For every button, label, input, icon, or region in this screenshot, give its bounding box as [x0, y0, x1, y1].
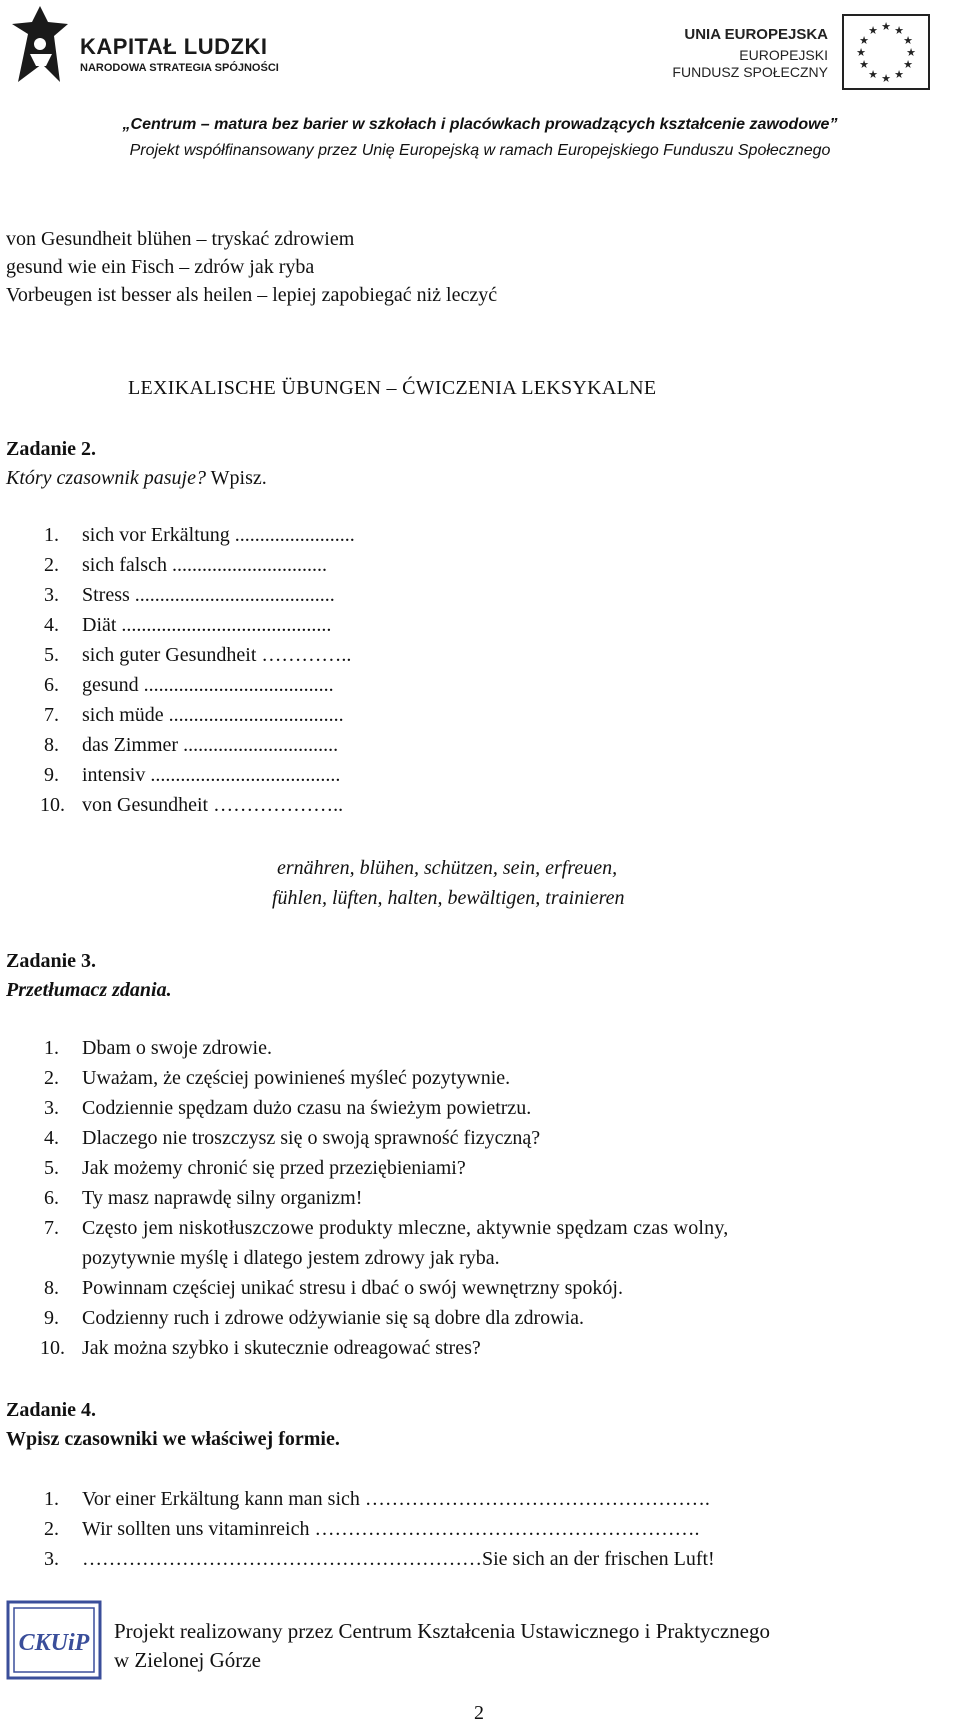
item-number: 2.: [44, 554, 59, 576]
item-number: 1.: [44, 524, 59, 546]
verb-bank-line1: ernähren, blühen, schützen, sein, erfreuen,: [277, 857, 618, 879]
task4-instruction-text: Wpisz czasowniki we właściwej formie.: [6, 1428, 340, 1450]
item-number: 9.: [44, 1307, 59, 1329]
project-subtitle: Projekt współfinansowany przez Unię Europejską w ramach Europejskiego Funduszu Społecznego: [129, 142, 831, 159]
item-number: 4.: [44, 1127, 59, 1149]
svg-text:★: ★: [894, 24, 904, 37]
item-number: 7.: [44, 1217, 59, 1239]
svg-text:★: ★: [859, 34, 869, 47]
svg-text:★: ★: [859, 58, 869, 71]
item-number: 2.: [44, 1518, 59, 1540]
item-text: von Gesundheit ………………..: [82, 794, 344, 816]
item-number: 3.: [44, 1097, 59, 1119]
item-text: gesund ......................................: [82, 674, 334, 696]
task2-instruction: [6, 467, 267, 490]
task3-instruction: Przetłumacz zdania.: [6, 979, 172, 1001]
item-number: 7.: [44, 704, 59, 726]
task4-title: Zadanie 4.: [6, 1399, 97, 1421]
task4-instruction: [6, 1428, 340, 1451]
eu-flag-icon: [842, 14, 930, 90]
task2-instruction-italic: Który czasownik pasuje?: [6, 467, 206, 489]
item-text: Jak możemy chronić się przed przeziębieniami?: [82, 1157, 466, 1179]
project-title: „Centrum – matura bez barier w szkołach i placówkach prowadzących kształcenie zawodowe”: [122, 116, 838, 133]
item-number: 6.: [44, 1187, 59, 1209]
item-number: 8.: [44, 734, 59, 756]
footer-line2: w Zielonej Górze: [114, 1648, 261, 1672]
item-text: sich müde ...................................: [82, 704, 344, 726]
svg-text:★: ★: [906, 46, 916, 59]
footer-line1: Projekt realizowany przez Centrum Kształcenia Ustawicznego i Praktycznego: [114, 1619, 770, 1643]
task3-title: Zadanie 3.: [6, 950, 97, 972]
kapital-ludzki-emblem-icon: [10, 4, 72, 84]
kl-title: KAPITAŁ LUDZKI: [80, 34, 268, 59]
item-text: Stress ........................................: [82, 584, 335, 606]
idiom-line: von Gesundheit blühen – tryskać zdrowiem: [6, 228, 355, 250]
svg-text:★: ★: [868, 68, 878, 81]
item-text: Uważam, że częściej powinieneś myśleć pozytywnie.: [82, 1067, 511, 1089]
item-number: 5.: [44, 644, 59, 666]
svg-text:★: ★: [881, 72, 891, 85]
svg-text:★: ★: [881, 20, 891, 33]
kl-subtitle: NARODOWA STRATEGIA SPÓJNOŚCI: [80, 62, 279, 74]
eu-logo: [600, 14, 940, 94]
ckuip-logo-text: CKUiP: [18, 1630, 90, 1656]
task2-instruction-plain: Wpisz.: [206, 467, 267, 489]
item-text: Często jem niskotłuszczowe produkty mleczne, aktywnie spędzam czas wolny,: [82, 1217, 729, 1239]
item-number: 1.: [44, 1488, 59, 1510]
item-text: Diät ..........................................: [82, 614, 332, 636]
item-text: Wir sollten uns vitaminreich ………………………………………………….: [82, 1518, 700, 1540]
ckuip-logo-icon: [6, 1600, 102, 1680]
item-text: sich guter Gesundheit …………..: [82, 644, 352, 666]
eu-fund-line1: EUROPEJSKI: [739, 47, 828, 63]
item-text: ……………………………………………………Sie sich an der frischen Luft!: [82, 1548, 715, 1570]
svg-text:★: ★: [903, 58, 913, 71]
ckuip-logo: [6, 1600, 102, 1680]
item-text: Codziennie spędzam dużo czasu na świeżym powietrzu.: [82, 1097, 532, 1119]
item-number: 3.: [44, 584, 59, 606]
item-text-continued: pozytywnie myślę i dlatego jestem zdrowy jak ryba.: [82, 1247, 500, 1269]
idiom-line: gesund wie ein Fisch – zdrów jak ryba: [6, 256, 315, 278]
item-number: 5.: [44, 1157, 59, 1179]
item-number: 1.: [44, 1037, 59, 1059]
item-number: 8.: [44, 1277, 59, 1299]
item-text: Vor einer Erkältung kann man sich …………………………………………….: [82, 1488, 710, 1510]
svg-text:★: ★: [894, 68, 904, 81]
eu-fund-line2: FUNDUSZ SPOŁECZNY: [672, 64, 828, 80]
item-text: das Zimmer ...............................: [82, 734, 339, 756]
eu-title: UNIA EUROPEJSKA: [684, 26, 828, 43]
kapital-ludzki-logo: [10, 4, 310, 84]
task2-title: Zadanie 2.: [6, 438, 97, 460]
item-text: Dbam o swoje zdrowie.: [82, 1037, 272, 1059]
item-number: 10.: [40, 1337, 65, 1359]
svg-text:★: ★: [868, 24, 878, 37]
item-text: Codzienny ruch i zdrowe odżywianie się są dobre dla zdrowia.: [82, 1307, 585, 1329]
item-number: 10.: [40, 794, 65, 816]
item-text: Jak można szybko i skutecznie odreagować stres?: [82, 1337, 481, 1359]
item-text: intensiv ......................................: [82, 764, 341, 786]
section-heading: LEXIKALISCHE ÜBUNGEN – ĆWICZENIA LEKSYKALNE: [128, 377, 657, 399]
item-number: 4.: [44, 614, 59, 636]
verb-bank-line2: fühlen, lüften, halten, bewältigen, trainieren: [272, 887, 625, 909]
item-text: Ty masz naprawdę silny organizm!: [82, 1187, 363, 1209]
item-text: sich falsch ...............................: [82, 554, 327, 576]
item-number: 9.: [44, 764, 59, 786]
item-text: sich vor Erkältung ........................: [82, 524, 355, 546]
item-number: 2.: [44, 1067, 59, 1089]
item-text: Powinnam częściej unikać stresu i dbać o swój wewnętrzny spokój.: [82, 1277, 623, 1299]
svg-text:★: ★: [856, 46, 866, 59]
svg-text:★: ★: [903, 34, 913, 47]
idiom-line: Vorbeugen ist besser als heilen – lepiej zapobiegać niż leczyć: [6, 284, 498, 306]
page-number: 2: [474, 1702, 484, 1724]
item-number: 3.: [44, 1548, 59, 1570]
item-number: 6.: [44, 674, 59, 696]
item-text: Dlaczego nie troszczysz się o swoją sprawność fizyczną?: [82, 1127, 541, 1149]
